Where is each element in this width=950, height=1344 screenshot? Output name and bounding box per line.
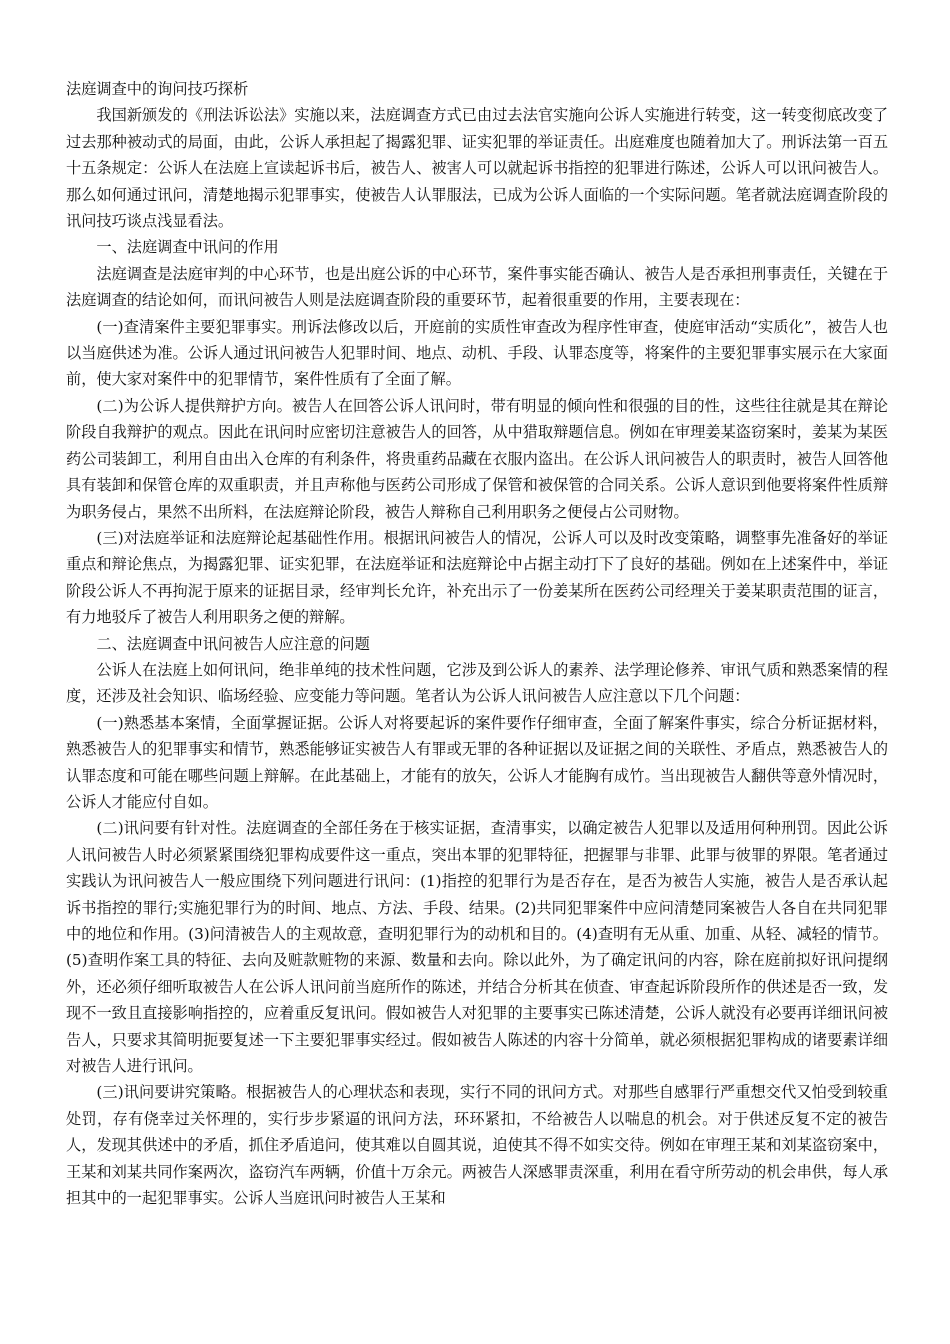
paragraph: (一)熟悉基本案情，全面掌握证据。公诉人对将要起诉的案件要作仔细审查，全面了解案件事实，综合分析证据材料，熟悉被告人的犯罪事实和情节，熟悉能够证实被告人有罪或无罪的各种证据以及证据之间的关联性、矛盾点，熟悉被告人的认罪态度和可能在哪些问题上辩解。在此基础上，才能有的放矢，公诉人才能胸有成竹。当出现被告人翻供等意外情况时，公诉人才能应付自如。 [66, 713, 888, 811]
paragraph: (二)讯问要有针对性。法庭调查的全部任务在于核实证据，查清事实，以确定被告人犯罪以及适用何种刑罚。因此公诉人讯问被告人时必须紧紧围绕犯罪构成要件这一重点，突出本罪的犯罪特征，把握罪与非罪、此罪与彼罪的界限。笔者通过实践认为讯问被告人一般应围绕下列问题进行讯问：(1)指控的犯罪行为是否存在，是否为被告人实施，被告人是否承认起诉书指控的罪行;实施犯罪行为的时间、地点、方法、手段、结果。(2)共同犯罪案件中应问清楚同案被告人各自在共同犯罪中的地位和作用。(3)问清被告人的主观故意，查明犯罪行为的动机和目的。(4)查明有无从重、加重、从轻、减轻的情节。(5)查明作案工具的特征、去向及赃款赃物的来源、数量和去向。除以此外，为了确定讯问的内容，除在庭前拟好讯问提纲外，还必须仔细听取被告人在公诉人讯问前当庭所作的陈述，并结合分析其在侦查、审查起诉阶段所作的供述是否一致，发现不一致且直接影响指控的，应着重反复讯问。假如被告人对犯罪的主要事实已陈述清楚，公诉人就没有必要再详细讯问被告人，只要求其简明扼要复述一下主要犯罪事实经过。假如被告人陈述的内容十分简单，就必须根据犯罪构成的诸要素详细对被告人进行讯问。 [66, 819, 888, 1076]
section-heading-1: 一、法庭调查中讯问的作用 [96, 238, 279, 257]
document-page [66, 76, 888, 1211]
paragraph: 公诉人在法庭上如何讯问，绝非单纯的技术性问题，它涉及到公诉人的素养、法学理论修养、审讯气质和熟悉案情的程度，还涉及社会知识、临场经验、应变能力等问题。笔者认为公诉人讯问被告人应注意以下几个问题： [66, 660, 888, 706]
paragraph: (三)对法庭举证和法庭辩论起基础性作用。根据讯问被告人的情况，公诉人可以及时改变策略，调整事先准备好的举证重点和辩论焦点，为揭露犯罪、证实犯罪，在法庭举证和法庭辩论中占据主动打下了良好的基础。例如在上述案件中，举证阶段公诉人不再拘泥于原来的证据目录，经审判长允许，补充出示了一份姜某所在医药公司经理关于姜某职责范围的证言，有力地驳斥了被告人利用职务之便的辩解。 [66, 528, 888, 627]
section-heading-2: 二、法庭调查中讯问被告人应注意的问题 [96, 634, 370, 653]
paragraph: (三)讯问要讲究策略。根据被告人的心理状态和表现，实行不同的讯问方式。对那些自感罪行严重想交代又怕受到较重处罚，存有侥幸过关怀理的，实行步步紧逼的讯问方法，环环紧扣，不给被告人以喘息的机会。对于供述反复不定的被告人，发现其供述中的矛盾，抓住矛盾追问，使其难以自圆其说，迫使其不得不如实交待。例如在审理王某和刘某盗窃案中，王某和刘某共同作案两次，盗窃汽车两辆，价值十万余元。两被告人深感罪责深重，利用在看守所劳动的机会串供，每人承担其中的一起犯罪事实。公诉人当庭讯问时被告人王某和 [66, 1083, 888, 1208]
paragraph: (二)为公诉人提供辩护方向。被告人在回答公诉人讯问时，带有明显的倾向性和很强的目的性，这些往往就是其在辩论阶段自我辩护的观点。因此在讯问时应密切注意被告人的回答，从中猎取辩题信息。例如在审理姜某盗窃案时，姜某为某医药公司装卸工，利用自由出入仓库的有利条件，将贵重药品藏在衣服内盗出。在公诉人讯问被告人的职责时，被告人回答他具有装卸和保管仓库的双重职责，并且声称他与医药公司形成了保管和被保管的合同关系。公诉人意识到他要将案件性质辩为职务侵占，果然不出所料，在法庭辩论阶段，被告人辩称自己利用职务之便侵占公司财物。 [66, 396, 888, 521]
intro-paragraph: 我国新颁发的《刑法诉讼法》实施以来，法庭调查方式已由过去法官实施向公诉人实施进行转变，这一转变彻底改变了过去那种被动式的局面，由此，公诉人承担起了揭露犯罪、证实犯罪的举证责任。出庭难度也随着加大了。刑诉法第一百五十五条规定：公诉人在法庭上宣读起诉书后，被告人、被害人可以就起诉书指控的犯罪进行陈述，公诉人可以讯问被告人。那么如何通过讯问，清楚地揭示犯罪事实，使被告人认罪服法，已成为公诉人面临的一个实际问题。笔者就法庭调查阶段的讯问技巧谈点浅显看法。 [66, 106, 888, 231]
paragraph: (一)查清案件主要犯罪事实。刑诉法修改以后，开庭前的实质性审查改为程序性审查，使庭审活动“实质化”，被告人也以当庭供述为准。公诉人通过讯问被告人犯罪时间、地点、动机、手段、认罪态度等，将案件的主要犯罪事实展示在大家面前，使大家对案件中的犯罪情节，案件性质有了全面了解。 [66, 317, 888, 389]
paragraph: 法庭调查是法庭审判的中心环节，也是出庭公诉的中心环节，案件事实能否确认、被告人是否承担刑事责任，关键在于法庭调查的结论如何，而讯问被告人则是法庭调查阶段的重要环节，起着很重要的作用，主要表现在： [66, 264, 888, 310]
document-title: 法庭调查中的询问技巧探析 [66, 80, 249, 98]
